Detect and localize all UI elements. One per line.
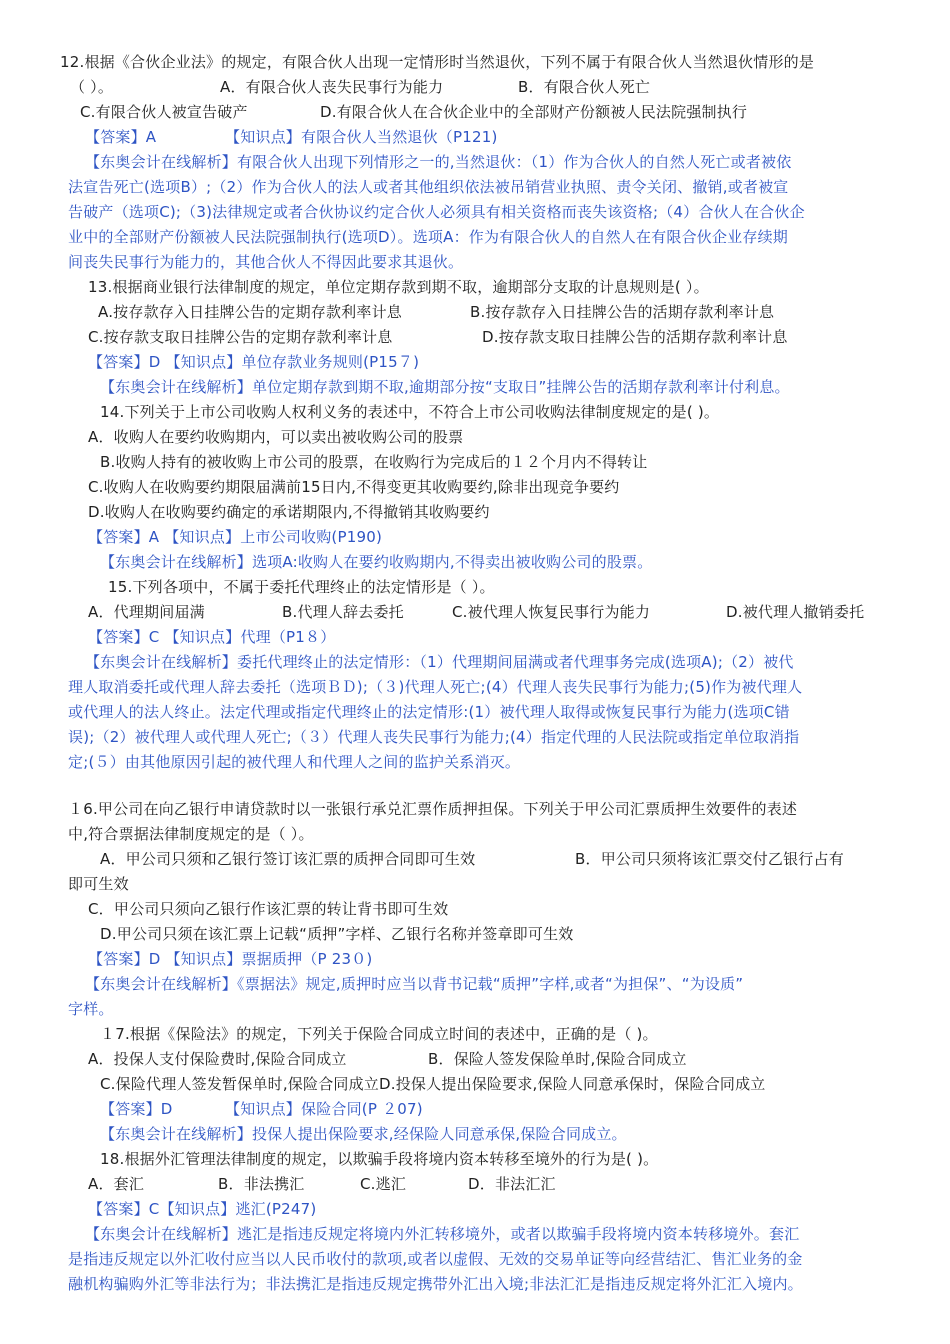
q12-answer: 【答案】A	[85, 128, 157, 146]
q14-answer-knowledge: 【答案】A 【知识点】上市公司收购(P190)	[88, 528, 383, 546]
q12-stem-line1: 12.根据《合伙企业法》的规定，有限合伙人出现一定情形时当然退伙，下列不属于有限合伙人当然退伙情形的是	[60, 53, 815, 71]
q15-option-d: D.被代理人撤销委托	[726, 603, 865, 621]
q15-analysis-line: 【东奥会计在线解析】委托代理终止的法定情形：（1）代理期间届满或者代理事务完成(选项A);（2）被代	[85, 653, 794, 671]
q14-analysis: 【东奥会计在线解析】选项A:收购人在要约收购期内,不得卖出被收购公司的股票。	[100, 553, 653, 571]
q16-option-c: C．甲公司只须向乙银行作该汇票的转让背书即可生效	[88, 900, 449, 918]
q16-stem-line1: １6.甲公司在向乙银行申请贷款时以一张银行承兑汇票作质押担保。下列关于甲公司汇票质押生效要件的表述	[68, 800, 798, 818]
q13-analysis: 【东奥会计在线解析】单位定期存款到期不取,逾期部分按“支取日”挂牌公告的活期存款利率计付利息。	[100, 378, 790, 396]
q14-option-b: B.收购人持有的被收购上市公司的股票，在收购行为完成后的１２个月内不得转让	[100, 453, 648, 471]
q12-knowledge-point: 【知识点】有限合伙人当然退伙（P121)	[225, 128, 498, 146]
q18-stem: 18.根据外汇管理法律制度的规定，以欺骗手段将境内资本转移至境外的行为是( )。	[100, 1150, 659, 1168]
q13-option-c: C.按存款支取日挂牌公告的定期存款利率计息	[88, 328, 393, 346]
q15-analysis-line: 定;(５）由其他原因引起的被代理人和代理人之间的监护关系消灭。	[68, 753, 521, 771]
q12-option-c: C.有限合伙人被宣告破产	[80, 103, 248, 121]
q17-option-b: B．保险人签发保险单时,保险合同成立	[428, 1050, 687, 1068]
q14-stem: 14.下列关于上市公司收购人权利义务的表述中，不符合上市公司收购法律制度规定的是( )。	[100, 403, 720, 421]
q15-option-a: A．代理期间届满	[88, 603, 205, 621]
q12-analysis-line: 间丧失民事行为能力的，其他合伙人不得因此要求其退伙。	[68, 253, 464, 271]
q16-option-b: B．甲公司只须将该汇票交付乙银行占有	[575, 850, 844, 868]
q14-option-c: C.收购人在收购要约期限届满前15日内,不得变更其收购要约,除非出现竞争要约	[88, 478, 620, 496]
q16-option-d: D.甲公司只须在该汇票上记载“质押”字样、乙银行名称并签章即可生效	[100, 925, 574, 943]
q13-stem: 13.根据商业银行法律制度的规定，单位定期存款到期不取，逾期部分支取的计息规则是( ）。	[88, 278, 709, 296]
q15-stem: 15.下列各项中，不属于委托代理终止的法定情形是（ ）。	[108, 578, 495, 596]
q17-analysis: 【东奥会计在线解析】投保人提出保险要求,经保险人同意承保,保险合同成立。	[100, 1125, 627, 1143]
q13-answer-knowledge: 【答案】D 【知识点】单位存款业务规则(P15７)	[88, 353, 420, 371]
q18-answer-knowledge: 【答案】C【知识点】逃汇(P247)	[88, 1200, 317, 1218]
q17-stem: １7.根据《保险法》的规定，下列关于保险合同成立时间的表述中，正确的是（ )。	[100, 1025, 658, 1043]
q12-analysis-line: 法宣告死亡(选项B）;（2）作为合伙人的法人或者其他组织依法被吊销营业执照、责令关闭、撤销,或者被宣	[68, 178, 789, 196]
q18-option-c: C.逃汇	[360, 1175, 407, 1193]
q17-answer: 【答案】D	[100, 1100, 173, 1118]
q18-option-d: D．非法汇汇	[468, 1175, 556, 1193]
q13-option-d: D.按存款支取日挂牌公告的活期存款利率计息	[482, 328, 788, 346]
q12-analysis-line: 业中的全部财产份额被人民法院强制执行(选项D）。选项A：作为有限合伙人的自然人在有限合伙企业存续期	[68, 228, 788, 246]
q12-analysis-line: 告破产（选项C);（3)法律规定或者合伙协议约定合伙人必须具有相关资格而丧失该资格;（4）合伙人在合伙企	[68, 203, 805, 221]
q14-option-d: D.收购人在收购要约确定的承诺期限内,不得撤销其收购要约	[88, 503, 490, 521]
q12-option-d: D.有限合伙人在合伙企业中的全部财产份额被人民法院强制执行	[320, 103, 748, 121]
q12-analysis-line: 【东奥会计在线解析】有限合伙人出现下列情形之一的,当然退伙：（1）作为合伙人的自然人死亡或者被依	[85, 153, 792, 171]
q16-stem-line2: 中,符合票据法律制度规定的是（ ）。	[68, 825, 314, 843]
q15-answer-knowledge: 【答案】C 【知识点】代理（P1８）	[88, 628, 336, 646]
q16-answer-knowledge: 【答案】D 【知识点】票据质押（P 23０)	[88, 950, 373, 968]
q16-option-b-continued: 即可生效	[68, 875, 129, 893]
q15-option-b: B.代理人辞去委托	[282, 603, 404, 621]
q15-analysis-line: 误);（2）被代理人或代理人死亡;（３）代理人丧失民事行为能力;(4）指定代理的人民法院或指定单位取消指	[68, 728, 800, 746]
q16-analysis-line: 【东奥会计在线解析】《票据法》规定,质押时应当以背书记载“质押”字样,或者“为担保”、“为设质”	[85, 975, 744, 993]
q18-analysis-line: 【东奥会计在线解析】逃汇是指违反规定将境内外汇转移境外，或者以欺骗手段将境内资本转移境外。套汇	[85, 1225, 800, 1243]
q12-option-b: B．有限合伙人死亡	[518, 78, 651, 96]
q18-option-b: B．非法携汇	[218, 1175, 305, 1193]
q12-option-a: A．有限合伙人丧失民事行为能力	[220, 78, 444, 96]
q17-knowledge-point: 【知识点】保险合同(P ２07)	[225, 1100, 423, 1118]
q13-option-b: B.按存款存入日挂牌公告的活期存款利率计息	[470, 303, 775, 321]
q18-analysis-line: 是指违反规定以外汇收付应当以人民币收付的款项,或者以虚假、无效的交易单证等向经营结汇、售汇业务的金	[68, 1250, 803, 1268]
q16-option-a: A．甲公司只须和乙银行签订该汇票的质押合同即可生效	[100, 850, 476, 868]
q16-analysis-line: 字样。	[68, 1000, 114, 1018]
q15-analysis-line: 理人取消委托或代理人辞去委托（选项ＢＤ);（３)代理人死亡;(4）代理人丧失民事行为能力;(5)作为被代理人	[68, 678, 803, 696]
q12-stem-line2: （ ）。	[70, 78, 114, 96]
q18-analysis-line: 融机构骗购外汇等非法行为；非法携汇是指违反规定携带外汇出入境;非法汇汇是指违反规定将外汇汇入境内。	[68, 1275, 803, 1293]
q15-analysis-line: 或代理人的法人终止。法定代理或指定代理终止的法定情形:(1）被代理人取得或恢复民事行为能力(选项C错	[68, 703, 790, 721]
q18-option-a: A．套汇	[88, 1175, 145, 1193]
q14-option-a: A．收购人在要约收购期内，可以卖出被收购公司的股票	[88, 428, 464, 446]
q17-option-a: A．投保人支付保险费时,保险合同成立	[88, 1050, 347, 1068]
q13-option-a: A.按存款存入日挂牌公告的定期存款利率计息	[98, 303, 402, 321]
q15-option-c: C.被代理人恢复民事行为能力	[452, 603, 651, 621]
q17-option-c-d: C.保险代理人签发暂保单时,保险合同成立D.投保人提出保险要求,保险人同意承保时，保险合同成立	[100, 1075, 766, 1093]
